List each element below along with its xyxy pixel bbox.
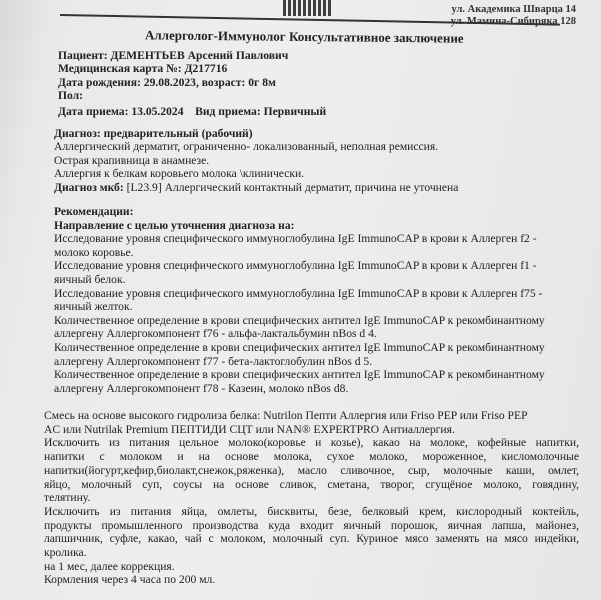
clinic-addresses [451,4,576,28]
referral-line: Исследование уровня специфического иммуноглобулина IgE ImmunoCAP в крови к Аллерген f1 - [54,259,537,273]
patient-name: ДЕМЕНТЬЕВ Арсений Павлович [110,49,289,62]
diagnosis-line: Аллергия к белкам коровьего молока \клинически. [54,167,305,181]
referral-line: аллергену Аллергокомпонент f77 - бета-лактоглобулин nBos d 5. [54,354,373,368]
label: Пациент: [58,49,108,62]
label: Вид приема: [195,104,261,118]
diet-line: лапшичник, суфле, какао, чай с молоком, молочный суп. Куриное мясо заменять на мясо индейки, [44,532,579,546]
qr-code [283,0,333,16]
diet-section [44,409,579,587]
sex-label: Пол: [58,89,84,103]
referral-line: аллергену Аллергокомпонент f78 - Казеин, молоко nBos d8. [54,381,349,395]
diet-line: Исключить из питания яйца, омлеты, бисквиты, безе, белковый крем, кислородный коктейль, [44,504,579,518]
address-line: ул. Академика Шварца 14 [451,4,576,15]
birth-date: 29.08.2023, возраст: 0г 8м [143,75,276,89]
diet-line: продукты промышленного производства куда входит яичный порошок, яичная лапша, майонез, [44,518,579,532]
recommendations-section [54,205,545,395]
diagnosis-line: Острая крапивница в анамнезе. [54,153,210,167]
document-title: Аллерголог-Иммунолог Консультативное заключение [144,27,464,46]
visit-date: 13.05.2024 [131,104,184,118]
mkb-label: Диагноз мкб: [54,180,124,194]
referral-line: яичный желток. [54,300,133,314]
referral-line: яичный белок. [54,272,126,286]
diet-line: яйцо, молочный суп, соусы на основе сливок, сметана, творог, сгущёное молоко, говядину, [44,477,579,491]
diet-line: на 1 мес, далее коррекция. [44,559,175,573]
referral-line: Количественное определение в крови специфических антител IgE ImmunoCAP к рекомбинантному [54,368,545,382]
diagnosis-section [54,127,458,194]
label: Медицинская карта №: [58,62,182,76]
diet-line: телятину. [44,491,91,505]
label: Дата рождения: [58,75,141,89]
referral-line: Исследование уровня специфического иммуноглобулина IgE ImmunoCAP в крови к Аллерген f2 - [54,232,537,246]
visit-type: Первичный [263,104,327,118]
address-line: ул. Мамина-Сибиряка 128 [450,16,576,27]
diet-line: Исключить из питания цельное молоко(коровье и козье), какао на молоке, кофейные напитки, [44,436,579,450]
card-number: Д217716 [184,62,228,76]
referral-line: аллергену Аллергокомпонент f76 - альфа-лактальбумин nBos d 4. [54,327,377,341]
diet-line: кролика. [44,546,87,560]
diet-line: AC или Nutrilak Premium ПЕПТИДИ СЦТ или NAN® EXPERTPRO Антиаллергия. [44,422,455,436]
diagnosis-line: Аллергический дерматит, ограниченно- локализованный, неполная ремиссия. [54,140,439,154]
referral-line: молоко коровье. [54,245,134,259]
referral-line: Количественное определение в крови специфических антител IgE ImmunoCAP к рекомбинантному [54,313,545,327]
diet-line: напитки(йогурт,кефир,биолакт,снежок,ряженка), масло сливочное, сыр, молочные каши, омлет, [44,463,579,477]
label: Дата приема: [58,104,129,118]
patient-info [58,49,326,118]
referral-line: Исследование уровня специфического иммуноглобулина IgE ImmunoCAP в крови к Аллерген f75 - [54,286,543,300]
diet-line: Смесь на основе высокого гидролиза белка: Nutrilon Пепти Аллергия или Friso PEP или Friso PEP [44,409,528,422]
referral-line: Количественное определение в крови специфических антител IgE ImmunoCAP к рекомбинантному [54,340,545,354]
diet-line: Кормления через 4 часа по 200 мл. [44,573,216,587]
diagnosis-heading: Диагноз: предварительный (рабочий) [54,127,253,140]
mkb-diagnosis: [L23.9] Аллергический контактный дерматит, причина не уточнена [126,180,459,194]
diet-line: напитки с молоком и на основе молока, сухое молоко, мороженное, кисломолочные [44,450,579,464]
recommendations-heading: Рекомендации: [54,205,134,218]
referral-heading: Направление с целью уточнения диагноза на: [54,218,295,232]
